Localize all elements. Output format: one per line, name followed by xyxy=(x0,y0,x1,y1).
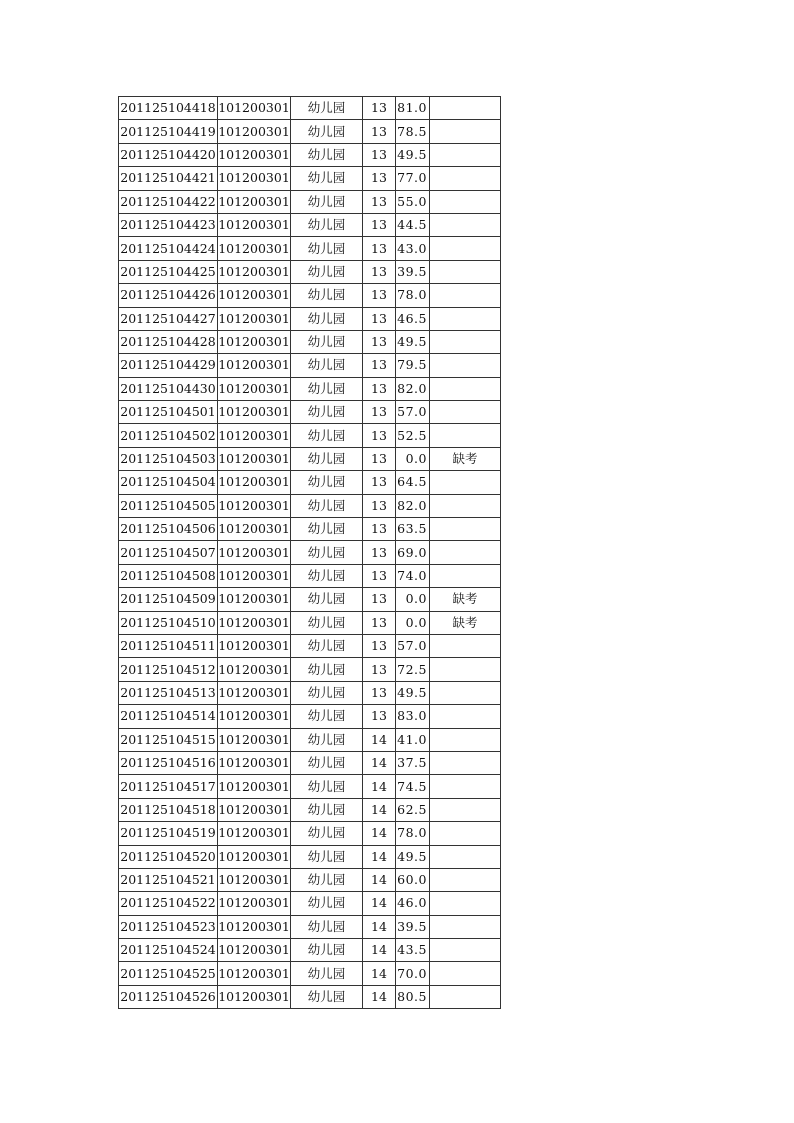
table-row xyxy=(119,564,501,587)
group-number-cell: 14 xyxy=(363,822,396,845)
candidate-id-cell: 201125104518 xyxy=(119,798,218,821)
remark-cell xyxy=(430,775,501,798)
category-cell: 幼儿园 xyxy=(291,822,363,845)
group-number-cell: 13 xyxy=(363,494,396,517)
score-cell: 49.5 xyxy=(396,330,430,353)
category-cell: 幼儿园 xyxy=(291,751,363,774)
category-cell: 幼儿园 xyxy=(291,494,363,517)
remark-cell xyxy=(430,845,501,868)
category-cell: 幼儿园 xyxy=(291,284,363,307)
remark-cell xyxy=(430,213,501,236)
table-row xyxy=(119,330,501,353)
category-cell: 幼儿园 xyxy=(291,658,363,681)
group-number-cell: 13 xyxy=(363,447,396,470)
score-cell: 46.5 xyxy=(396,307,430,330)
category-cell: 幼儿园 xyxy=(291,330,363,353)
group-number-cell: 14 xyxy=(363,939,396,962)
category-cell: 幼儿园 xyxy=(291,190,363,213)
table-row xyxy=(119,939,501,962)
category-cell: 幼儿园 xyxy=(291,705,363,728)
group-number-cell: 13 xyxy=(363,213,396,236)
category-cell: 幼儿园 xyxy=(291,868,363,891)
score-cell: 41.0 xyxy=(396,728,430,751)
position-code-cell: 101200301 xyxy=(218,541,291,564)
group-number-cell: 13 xyxy=(363,284,396,307)
score-cell: 49.5 xyxy=(396,845,430,868)
table-row xyxy=(119,237,501,260)
position-code-cell: 101200301 xyxy=(218,751,291,774)
candidate-id-cell: 201125104501 xyxy=(119,401,218,424)
score-cell: 80.5 xyxy=(396,985,430,1008)
score-cell: 55.0 xyxy=(396,190,430,213)
category-cell: 幼儿园 xyxy=(291,728,363,751)
table-row xyxy=(119,447,501,470)
group-number-cell: 13 xyxy=(363,330,396,353)
group-number-cell: 13 xyxy=(363,120,396,143)
category-cell: 幼儿园 xyxy=(291,939,363,962)
position-code-cell: 101200301 xyxy=(218,798,291,821)
score-cell: 78.5 xyxy=(396,120,430,143)
candidate-id-cell: 201125104515 xyxy=(119,728,218,751)
position-code-cell: 101200301 xyxy=(218,681,291,704)
position-code-cell: 101200301 xyxy=(218,775,291,798)
group-number-cell: 13 xyxy=(363,634,396,657)
category-cell: 幼儿园 xyxy=(291,985,363,1008)
table-row xyxy=(119,120,501,143)
position-code-cell: 101200301 xyxy=(218,213,291,236)
group-number-cell: 14 xyxy=(363,892,396,915)
remark-cell xyxy=(430,190,501,213)
category-cell: 幼儿园 xyxy=(291,892,363,915)
group-number-cell: 14 xyxy=(363,915,396,938)
category-cell: 幼儿园 xyxy=(291,120,363,143)
remark-cell xyxy=(430,892,501,915)
remark-cell xyxy=(430,751,501,774)
remark-cell: 缺考 xyxy=(430,611,501,634)
table-row xyxy=(119,190,501,213)
remark-cell xyxy=(430,915,501,938)
table-row xyxy=(119,588,501,611)
table-row xyxy=(119,681,501,704)
position-code-cell: 101200301 xyxy=(218,985,291,1008)
position-code-cell: 101200301 xyxy=(218,588,291,611)
candidate-id-cell: 201125104510 xyxy=(119,611,218,634)
category-cell: 幼儿园 xyxy=(291,518,363,541)
score-cell: 52.5 xyxy=(396,424,430,447)
score-cell: 44.5 xyxy=(396,213,430,236)
candidate-id-cell: 201125104508 xyxy=(119,564,218,587)
candidate-id-cell: 201125104523 xyxy=(119,915,218,938)
score-cell: 63.5 xyxy=(396,518,430,541)
remark-cell xyxy=(430,822,501,845)
table-row xyxy=(119,518,501,541)
remark-cell xyxy=(430,284,501,307)
category-cell: 幼儿园 xyxy=(291,354,363,377)
candidate-id-cell: 201125104422 xyxy=(119,190,218,213)
score-cell: 64.5 xyxy=(396,471,430,494)
category-cell: 幼儿园 xyxy=(291,611,363,634)
table-row xyxy=(119,611,501,634)
category-cell: 幼儿园 xyxy=(291,471,363,494)
group-number-cell: 13 xyxy=(363,471,396,494)
table-row xyxy=(119,167,501,190)
candidate-id-cell: 201125104522 xyxy=(119,892,218,915)
group-number-cell: 14 xyxy=(363,728,396,751)
remark-cell xyxy=(430,471,501,494)
score-cell: 57.0 xyxy=(396,634,430,657)
remark-cell xyxy=(430,97,501,120)
score-cell: 0.0 xyxy=(396,611,430,634)
remark-cell xyxy=(430,354,501,377)
candidate-id-cell: 201125104428 xyxy=(119,330,218,353)
group-number-cell: 13 xyxy=(363,658,396,681)
candidate-id-cell: 201125104516 xyxy=(119,751,218,774)
remark-cell xyxy=(430,167,501,190)
table-row xyxy=(119,798,501,821)
category-cell: 幼儿园 xyxy=(291,798,363,821)
table-row xyxy=(119,658,501,681)
category-cell: 幼儿园 xyxy=(291,588,363,611)
category-cell: 幼儿园 xyxy=(291,962,363,985)
remark-cell xyxy=(430,330,501,353)
remark-cell xyxy=(430,494,501,517)
position-code-cell: 101200301 xyxy=(218,190,291,213)
group-number-cell: 14 xyxy=(363,798,396,821)
category-cell: 幼儿园 xyxy=(291,424,363,447)
score-cell: 57.0 xyxy=(396,401,430,424)
remark-cell: 缺考 xyxy=(430,588,501,611)
group-number-cell: 14 xyxy=(363,985,396,1008)
score-cell: 60.0 xyxy=(396,868,430,891)
position-code-cell: 101200301 xyxy=(218,354,291,377)
score-table-body xyxy=(119,97,501,1009)
remark-cell xyxy=(430,237,501,260)
score-cell: 43.0 xyxy=(396,237,430,260)
candidate-id-cell: 201125104526 xyxy=(119,985,218,1008)
score-cell: 72.5 xyxy=(396,658,430,681)
position-code-cell: 101200301 xyxy=(218,705,291,728)
position-code-cell: 101200301 xyxy=(218,892,291,915)
score-cell: 82.0 xyxy=(396,377,430,400)
score-cell: 82.0 xyxy=(396,494,430,517)
table-row xyxy=(119,962,501,985)
group-number-cell: 13 xyxy=(363,611,396,634)
table-row xyxy=(119,354,501,377)
category-cell: 幼儿园 xyxy=(291,143,363,166)
position-code-cell: 101200301 xyxy=(218,447,291,470)
candidate-id-cell: 201125104424 xyxy=(119,237,218,260)
group-number-cell: 13 xyxy=(363,143,396,166)
candidate-id-cell: 201125104513 xyxy=(119,681,218,704)
score-cell: 74.5 xyxy=(396,775,430,798)
group-number-cell: 14 xyxy=(363,868,396,891)
table-row xyxy=(119,868,501,891)
score-cell: 0.0 xyxy=(396,588,430,611)
score-cell: 46.0 xyxy=(396,892,430,915)
score-cell: 83.0 xyxy=(396,705,430,728)
group-number-cell: 13 xyxy=(363,190,396,213)
score-cell: 77.0 xyxy=(396,167,430,190)
position-code-cell: 101200301 xyxy=(218,307,291,330)
position-code-cell: 101200301 xyxy=(218,611,291,634)
score-cell: 81.0 xyxy=(396,97,430,120)
category-cell: 幼儿园 xyxy=(291,564,363,587)
candidate-id-cell: 201125104504 xyxy=(119,471,218,494)
position-code-cell: 101200301 xyxy=(218,822,291,845)
candidate-id-cell: 201125104502 xyxy=(119,424,218,447)
remark-cell xyxy=(430,728,501,751)
candidate-id-cell: 201125104420 xyxy=(119,143,218,166)
group-number-cell: 14 xyxy=(363,775,396,798)
table-row xyxy=(119,143,501,166)
remark-cell xyxy=(430,120,501,143)
remark-cell xyxy=(430,260,501,283)
category-cell: 幼儿园 xyxy=(291,167,363,190)
category-cell: 幼儿园 xyxy=(291,377,363,400)
position-code-cell: 101200301 xyxy=(218,424,291,447)
table-row xyxy=(119,751,501,774)
position-code-cell: 101200301 xyxy=(218,518,291,541)
remark-cell: 缺考 xyxy=(430,447,501,470)
group-number-cell: 13 xyxy=(363,518,396,541)
table-row xyxy=(119,260,501,283)
remark-cell xyxy=(430,143,501,166)
category-cell: 幼儿园 xyxy=(291,775,363,798)
remark-cell xyxy=(430,564,501,587)
group-number-cell: 13 xyxy=(363,541,396,564)
candidate-id-cell: 201125104423 xyxy=(119,213,218,236)
score-cell: 39.5 xyxy=(396,260,430,283)
candidate-id-cell: 201125104421 xyxy=(119,167,218,190)
group-number-cell: 13 xyxy=(363,237,396,260)
table-row xyxy=(119,634,501,657)
table-row xyxy=(119,845,501,868)
candidate-id-cell: 201125104521 xyxy=(119,868,218,891)
score-cell: 74.0 xyxy=(396,564,430,587)
score-cell: 39.5 xyxy=(396,915,430,938)
candidate-id-cell: 201125104419 xyxy=(119,120,218,143)
position-code-cell: 101200301 xyxy=(218,868,291,891)
score-cell: 69.0 xyxy=(396,541,430,564)
position-code-cell: 101200301 xyxy=(218,471,291,494)
group-number-cell: 13 xyxy=(363,424,396,447)
category-cell: 幼儿园 xyxy=(291,447,363,470)
position-code-cell: 101200301 xyxy=(218,962,291,985)
position-code-cell: 101200301 xyxy=(218,634,291,657)
remark-cell xyxy=(430,541,501,564)
remark-cell xyxy=(430,705,501,728)
position-code-cell: 101200301 xyxy=(218,260,291,283)
candidate-id-cell: 201125104425 xyxy=(119,260,218,283)
position-code-cell: 101200301 xyxy=(218,377,291,400)
candidate-id-cell: 201125104505 xyxy=(119,494,218,517)
group-number-cell: 13 xyxy=(363,705,396,728)
candidate-id-cell: 201125104503 xyxy=(119,447,218,470)
remark-cell xyxy=(430,401,501,424)
table-row xyxy=(119,471,501,494)
table-row xyxy=(119,915,501,938)
category-cell: 幼儿园 xyxy=(291,307,363,330)
position-code-cell: 101200301 xyxy=(218,939,291,962)
candidate-id-cell: 201125104506 xyxy=(119,518,218,541)
group-number-cell: 13 xyxy=(363,564,396,587)
remark-cell xyxy=(430,939,501,962)
remark-cell xyxy=(430,798,501,821)
remark-cell xyxy=(430,868,501,891)
score-cell: 37.5 xyxy=(396,751,430,774)
group-number-cell: 13 xyxy=(363,354,396,377)
remark-cell xyxy=(430,658,501,681)
table-row xyxy=(119,377,501,400)
position-code-cell: 101200301 xyxy=(218,728,291,751)
candidate-id-cell: 201125104519 xyxy=(119,822,218,845)
candidate-id-cell: 201125104509 xyxy=(119,588,218,611)
remark-cell xyxy=(430,424,501,447)
position-code-cell: 101200301 xyxy=(218,167,291,190)
score-cell: 78.0 xyxy=(396,284,430,307)
group-number-cell: 13 xyxy=(363,97,396,120)
table-row xyxy=(119,775,501,798)
table-row xyxy=(119,728,501,751)
score-cell: 43.5 xyxy=(396,939,430,962)
category-cell: 幼儿园 xyxy=(291,915,363,938)
candidate-id-cell: 201125104512 xyxy=(119,658,218,681)
category-cell: 幼儿园 xyxy=(291,260,363,283)
category-cell: 幼儿园 xyxy=(291,401,363,424)
candidate-id-cell: 201125104427 xyxy=(119,307,218,330)
candidate-id-cell: 201125104514 xyxy=(119,705,218,728)
position-code-cell: 101200301 xyxy=(218,658,291,681)
candidate-id-cell: 201125104507 xyxy=(119,541,218,564)
group-number-cell: 13 xyxy=(363,307,396,330)
candidate-id-cell: 201125104426 xyxy=(119,284,218,307)
remark-cell xyxy=(430,962,501,985)
score-cell: 62.5 xyxy=(396,798,430,821)
position-code-cell: 101200301 xyxy=(218,564,291,587)
group-number-cell: 13 xyxy=(363,681,396,704)
table-row xyxy=(119,424,501,447)
score-cell: 49.5 xyxy=(396,143,430,166)
position-code-cell: 101200301 xyxy=(218,494,291,517)
group-number-cell: 14 xyxy=(363,962,396,985)
remark-cell xyxy=(430,518,501,541)
score-cell: 70.0 xyxy=(396,962,430,985)
candidate-id-cell: 201125104520 xyxy=(119,845,218,868)
table-row xyxy=(119,401,501,424)
position-code-cell: 101200301 xyxy=(218,401,291,424)
score-cell: 49.5 xyxy=(396,681,430,704)
table-row xyxy=(119,705,501,728)
table-row xyxy=(119,213,501,236)
group-number-cell: 14 xyxy=(363,845,396,868)
candidate-id-cell: 201125104418 xyxy=(119,97,218,120)
table-row xyxy=(119,307,501,330)
position-code-cell: 101200301 xyxy=(218,143,291,166)
group-number-cell: 13 xyxy=(363,377,396,400)
score-cell: 0.0 xyxy=(396,447,430,470)
position-code-cell: 101200301 xyxy=(218,845,291,868)
category-cell: 幼儿园 xyxy=(291,541,363,564)
table-row xyxy=(119,822,501,845)
remark-cell xyxy=(430,681,501,704)
category-cell: 幼儿园 xyxy=(291,213,363,236)
table-row xyxy=(119,892,501,915)
candidate-id-cell: 201125104511 xyxy=(119,634,218,657)
group-number-cell: 13 xyxy=(363,167,396,190)
candidate-id-cell: 201125104429 xyxy=(119,354,218,377)
candidate-id-cell: 201125104525 xyxy=(119,962,218,985)
table-row xyxy=(119,541,501,564)
position-code-cell: 101200301 xyxy=(218,915,291,938)
table-row xyxy=(119,985,501,1008)
remark-cell xyxy=(430,985,501,1008)
category-cell: 幼儿园 xyxy=(291,681,363,704)
table-row xyxy=(119,97,501,120)
category-cell: 幼儿园 xyxy=(291,634,363,657)
remark-cell xyxy=(430,307,501,330)
group-number-cell: 13 xyxy=(363,588,396,611)
position-code-cell: 101200301 xyxy=(218,284,291,307)
group-number-cell: 13 xyxy=(363,401,396,424)
category-cell: 幼儿园 xyxy=(291,237,363,260)
category-cell: 幼儿园 xyxy=(291,97,363,120)
group-number-cell: 13 xyxy=(363,260,396,283)
position-code-cell: 101200301 xyxy=(218,97,291,120)
group-number-cell: 14 xyxy=(363,751,396,774)
candidate-id-cell: 201125104517 xyxy=(119,775,218,798)
position-code-cell: 101200301 xyxy=(218,237,291,260)
table-row xyxy=(119,494,501,517)
remark-cell xyxy=(430,634,501,657)
candidate-id-cell: 201125104430 xyxy=(119,377,218,400)
position-code-cell: 101200301 xyxy=(218,330,291,353)
position-code-cell: 101200301 xyxy=(218,120,291,143)
table-row xyxy=(119,284,501,307)
category-cell: 幼儿园 xyxy=(291,845,363,868)
score-cell: 79.5 xyxy=(396,354,430,377)
remark-cell xyxy=(430,377,501,400)
candidate-id-cell: 201125104524 xyxy=(119,939,218,962)
score-table xyxy=(118,96,501,1009)
score-cell: 78.0 xyxy=(396,822,430,845)
